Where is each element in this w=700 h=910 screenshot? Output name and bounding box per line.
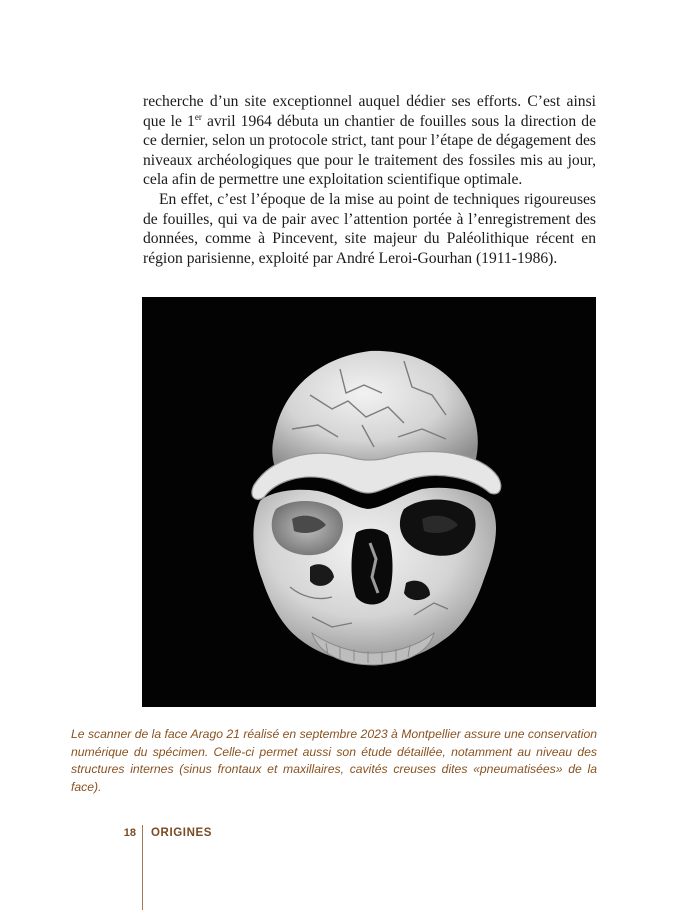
running-title: ORIGINES — [151, 827, 213, 839]
paragraph-1 — [143, 92, 596, 190]
footer-divider — [142, 825, 143, 910]
body-text — [143, 92, 596, 268]
figure-caption: Le scanner de la face Arago 21 réalisé en septembre 2023 à Montpellier assure une conservation numérique du spécimen. Celle-ci permet aussi son étude détaillée, notamment au niveau des structures internes (sinus frontaux et maxillaires, cavités creuses dites «pneumatisées» de la face). — [71, 727, 597, 794]
paragraph-2: En effet, c’est l’époque de la mise au point de techniques rigoureuses de fouilles, qui va de pair avec l’attention portée à l’enregistrement des données, comme à Pincevent, site majeur du Paléolithique récent en région parisienne, exploité par André Leroi-Gourhan (1911-1986). — [143, 190, 596, 267]
paragraph-1-part-a: recherche d’un site exceptionnel auquel dédier ses efforts. C’est ainsi que le 1 — [143, 93, 596, 130]
skull-nasal-cavity — [352, 529, 393, 605]
skull-scan-figure — [142, 297, 596, 707]
ordinal-superscript: er — [194, 111, 202, 122]
page-number: 18 — [123, 827, 136, 839]
skull-scan-image — [142, 297, 596, 707]
paragraph-1-part-b: avril 1964 débuta un chantier de fouilles sous la direction de ce dernier, selon un protocole strict, tant pour l’étape de dégagement des niveaux archéologiques que pour le traitement des fossiles mis au jour, cela afin de permettre une exploitation scientifique optimale. — [143, 112, 596, 189]
page-footer — [0, 823, 700, 910]
